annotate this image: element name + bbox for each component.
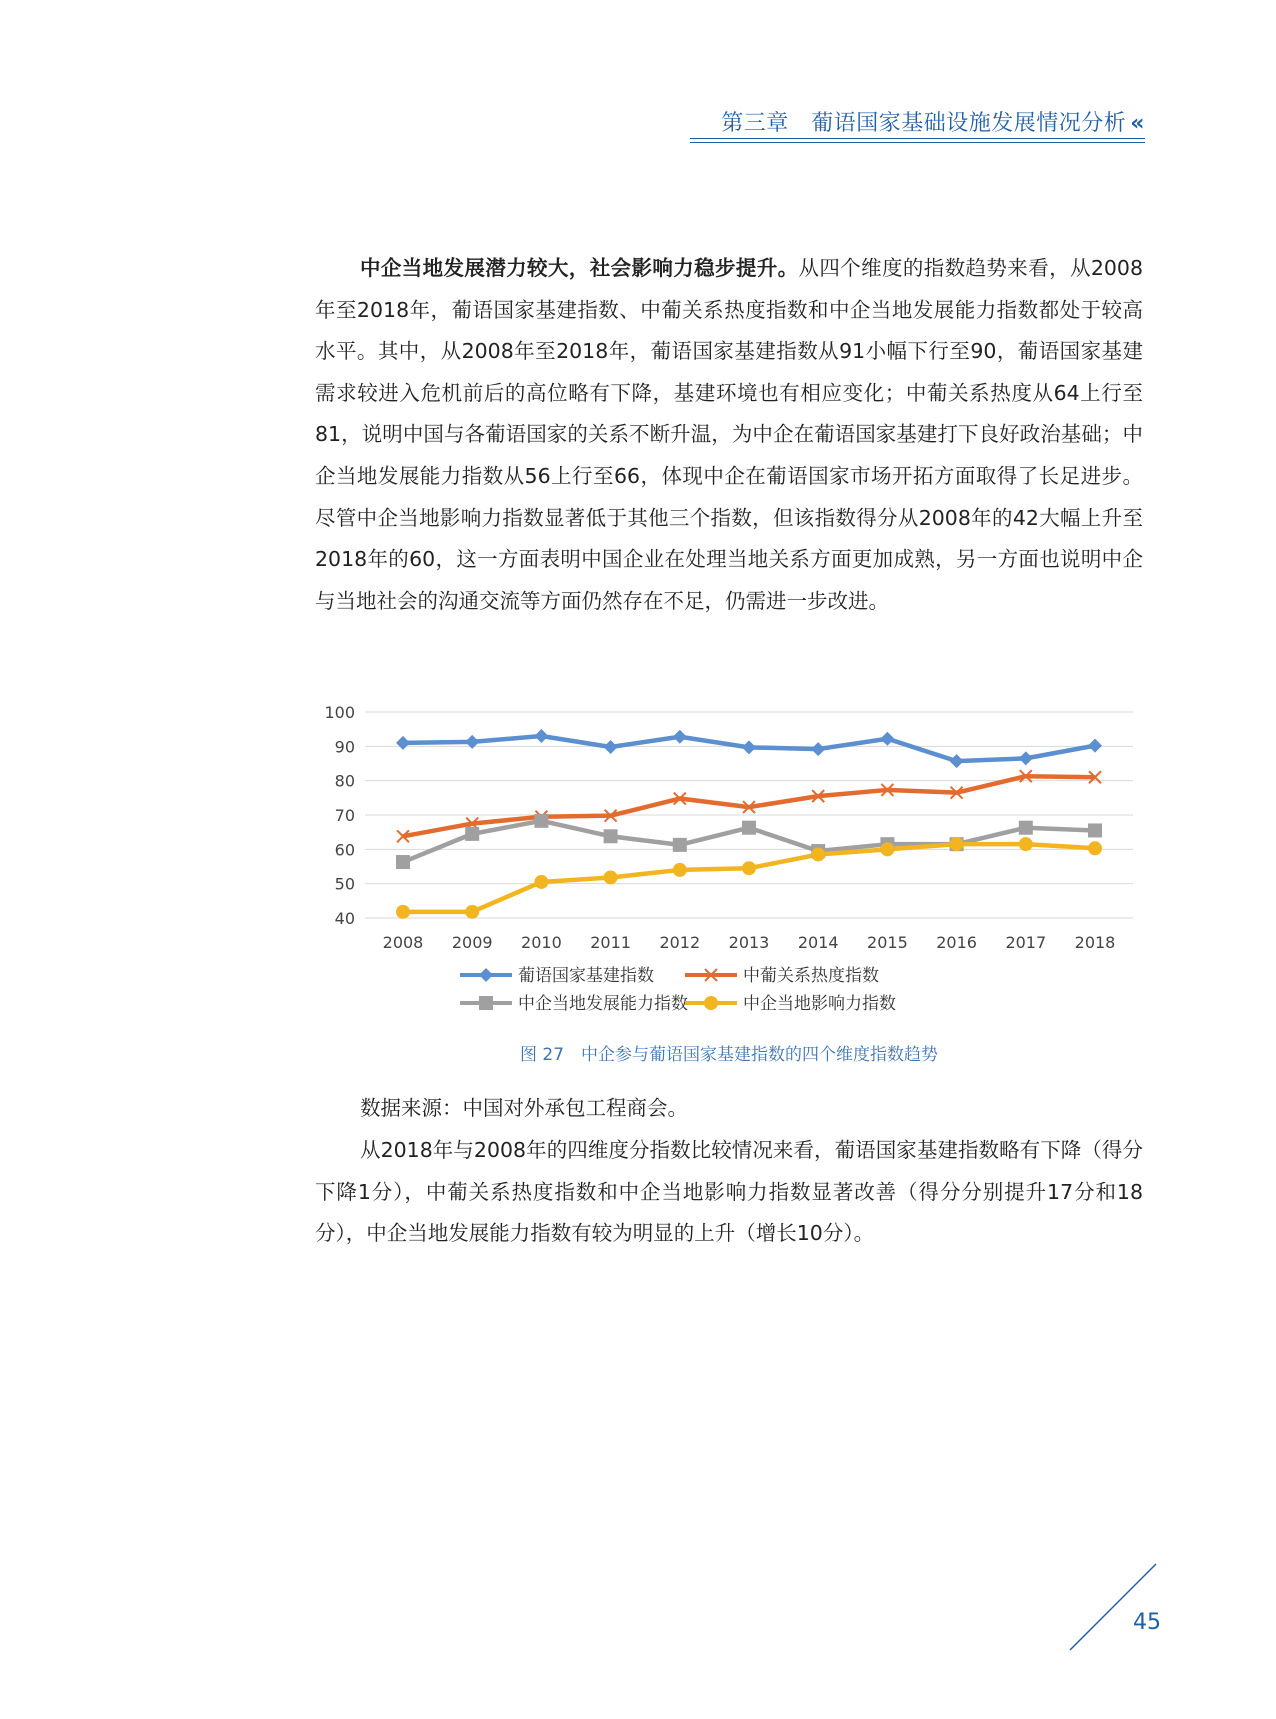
- chevron-left-double-icon: «: [1130, 111, 1145, 136]
- data-point: [673, 863, 687, 877]
- data-point: [742, 740, 756, 754]
- x-tick-label: 2016: [936, 933, 977, 952]
- header-rule-top: [690, 138, 1145, 139]
- data-point: [811, 742, 825, 756]
- data-point: [396, 855, 410, 869]
- data-point: [604, 870, 618, 884]
- data-point: [396, 736, 410, 750]
- data-point: [604, 829, 618, 843]
- data-point: [880, 732, 894, 746]
- data-point: [673, 838, 687, 852]
- x-tick-label: 2010: [521, 933, 562, 952]
- chapter-title: 第三章 葡语国家基础设施发展情况分析: [721, 111, 1127, 136]
- y-tick-label: 50: [334, 874, 355, 894]
- line-chart: [315, 690, 1143, 1030]
- data-point: [396, 905, 410, 919]
- y-tick-label: 100: [324, 703, 355, 722]
- data-point: [1088, 823, 1102, 837]
- data-point: [1019, 837, 1033, 851]
- data-point: [950, 837, 964, 851]
- data-point: [1019, 751, 1033, 765]
- x-tick-label: 2008: [382, 933, 424, 952]
- x-tick-label: 2009: [451, 933, 493, 952]
- data-point: [534, 875, 548, 889]
- page-number: 45: [1133, 1610, 1161, 1635]
- legend-label: 中企当地影响力指数: [743, 994, 896, 1014]
- data-point: [811, 847, 825, 861]
- lead-sentence: 中企当地发展潜力较大，社会影响力稳步提升。: [360, 256, 799, 280]
- source-note: 数据来源：中国对外承包工程商会。: [360, 1096, 688, 1120]
- data-point: [534, 814, 548, 828]
- paragraph-1-body: 从四个维度的指数趋势来看，从2008年至2018年，葡语国家基建指数、中葡关系热度指数和中企当地发展能力指数都处于较高水平。其中，从2008年至2018年，葡语国家基建指数从91小幅下行至90，葡语国家基建需求较进入危机前后的高位略有下降，基建环境也有相应变化；中葡关系热度从64上行至81，说明中国与各葡语国家的关系不断升温，为中企在葡语国家基建打下良好政治基础；中企当地发展能力指数从56上行至66，体现中企在葡语国家市场开拓方面取得了长足进步。尽管中企当地影响力指数显著低于其他三个指数，但该指数得分从2008年的42大幅上升至2018年的60，这一方面表明中国企业在处理当地关系方面更加成熟，另一方面也说明中企与当地社会的沟通交流等方面仍然存在不足，仍需进一步改进。: [315, 256, 1144, 613]
- data-point: [950, 754, 964, 768]
- x-tick-label: 2011: [590, 933, 631, 952]
- data-point: [742, 821, 756, 835]
- data-point: [534, 729, 548, 743]
- x-tick-label: 2018: [1074, 933, 1116, 952]
- header-rule-bottom: [690, 142, 1145, 143]
- body-paragraph-2: 从2018年与2008年的四维度分指数比较情况来看，葡语国家基建指数略有下降（得分下降1分），中葡关系热度指数和中企当地影响力指数显著改善（得分分别提升17分和18分），中企当地发展能力指数有较为明显的上升（增长10分）。: [315, 1138, 1143, 1246]
- x-tick-label: 2014: [797, 933, 839, 952]
- x-tick-label: 2012: [659, 933, 701, 952]
- body-paragraph-1: [315, 248, 1143, 622]
- legend-label: 中葡关系热度指数: [743, 966, 879, 986]
- series-line: [403, 844, 1095, 912]
- y-tick-label: 70: [334, 806, 355, 825]
- legend-label: 葡语国家基建指数: [518, 966, 654, 986]
- x-tick-label: 2017: [1005, 933, 1047, 952]
- data-point: [465, 827, 479, 841]
- y-tick-label: 80: [334, 771, 355, 791]
- data-point: [880, 842, 894, 856]
- legend-marker: [479, 968, 493, 982]
- x-tick-label: 2015: [867, 933, 908, 952]
- legend-marker: [479, 996, 493, 1010]
- legend-label: 中企当地发展能力指数: [518, 994, 688, 1014]
- data-point: [1088, 841, 1102, 855]
- y-tick-label: 40: [334, 909, 355, 928]
- data-point: [673, 730, 687, 744]
- x-tick-label: 2013: [728, 933, 770, 952]
- chapter-header: [690, 106, 1145, 137]
- data-point: [465, 905, 479, 919]
- data-point: [742, 861, 756, 875]
- data-point: [604, 740, 618, 754]
- data-point: [1088, 739, 1102, 753]
- figure-caption: 图 27 中企参与葡语国家基建指数的四个维度指数趋势: [519, 1045, 939, 1065]
- y-tick-label: 60: [334, 840, 355, 860]
- y-tick-label: 90: [334, 737, 355, 757]
- data-point: [1019, 821, 1033, 835]
- legend-marker: [704, 996, 718, 1010]
- decorative-diagonal-line: [1068, 1562, 1158, 1652]
